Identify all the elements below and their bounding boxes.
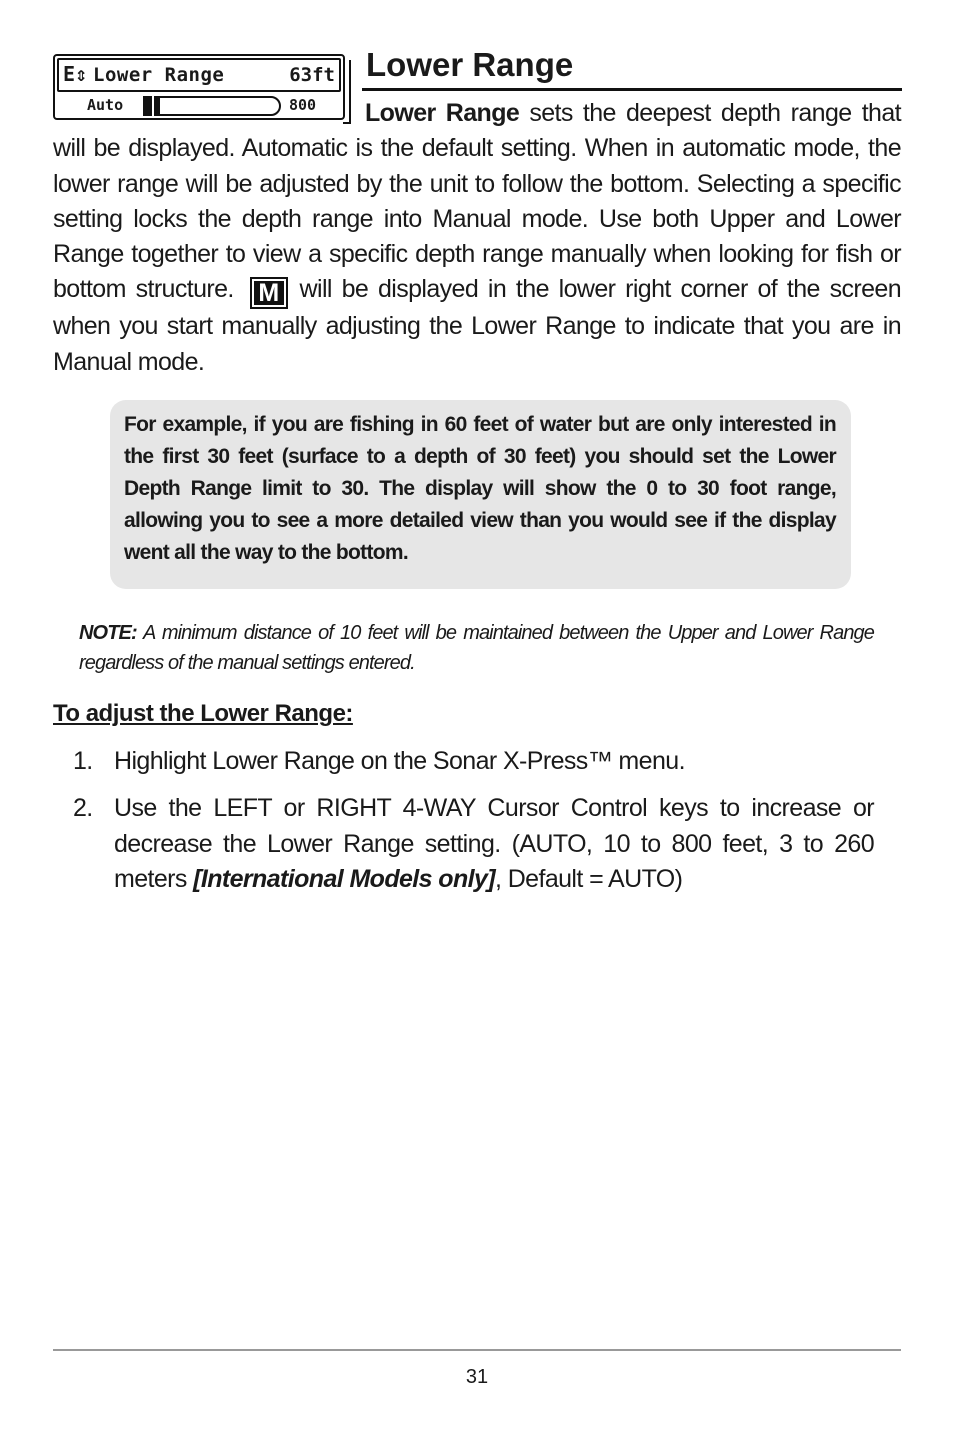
footer-rule <box>53 1349 901 1351</box>
manual-mode-icon: M <box>250 277 288 309</box>
example-text: For example, if you are fishing in 60 feet of water but are only interested in the first 30 feet (surface to a depth of 30 feet) you should set the Lower Depth Range limit to 30. The display will show the 0 to 30 foot range, allowing you to see a more detailed view than you would see if the display went all the way to the bottom. <box>124 413 836 564</box>
menu-value: 63ft <box>289 64 335 86</box>
intro-lead: Lower Range <box>365 99 520 127</box>
section-heading: Lower Range <box>366 46 574 83</box>
step-text: Use the LEFT or RIGHT 4-WAY Cursor Control keys to increase or decrease the Lower Range setting. (AUTO, 10 to 800 feet, 3 to 260 meters <box>114 794 874 893</box>
intro-text-1: sets the deepest depth range that will be displayed. Automatic is the default setting. When in automatic mode, the lower range will be adjusted by the unit to follow the bottom. Selecting a specific setting locks the depth range into Manual mode. Use both Upper and Lower Range together to view a specific depth range manually when looking for fish or bottom structure. <box>53 99 901 304</box>
intro-text-2: will be displayed in the lower right corner of the screen when you start manually adjusting the Lower Range to indicate that you are in Manual mode. <box>53 275 901 376</box>
menu-max-label: 800 <box>289 96 317 114</box>
menu-mode-label: Auto <box>87 96 124 114</box>
note-label: NOTE: <box>79 622 137 644</box>
example-callout <box>110 400 851 589</box>
page-number: 31 <box>465 1366 489 1388</box>
menu-label: Lower Range <box>93 64 225 86</box>
step-text-italic: [International Models only] <box>193 864 496 893</box>
menu-selected-row <box>57 58 341 92</box>
menu-expand-icon: E⇕ <box>63 62 88 86</box>
procedure-title: To adjust the Lower Range: <box>53 700 353 727</box>
step-number: 2. <box>73 794 93 823</box>
step-text-end: , Default = AUTO) <box>495 864 683 893</box>
procedure-steps <box>53 744 874 897</box>
step-number: 1. <box>73 747 93 775</box>
heading-rule <box>362 88 902 91</box>
intro-paragraph <box>53 96 901 380</box>
procedure-step <box>53 791 874 897</box>
step-text: Highlight Lower Range on the Sonar X-Press™ menu. <box>114 747 685 775</box>
procedure-step <box>53 744 874 779</box>
note-text: A minimum distance of 10 feet will be maintained between the Upper and Lower Range regardless of the manual settings entered. <box>79 622 874 674</box>
note-paragraph <box>79 618 874 678</box>
